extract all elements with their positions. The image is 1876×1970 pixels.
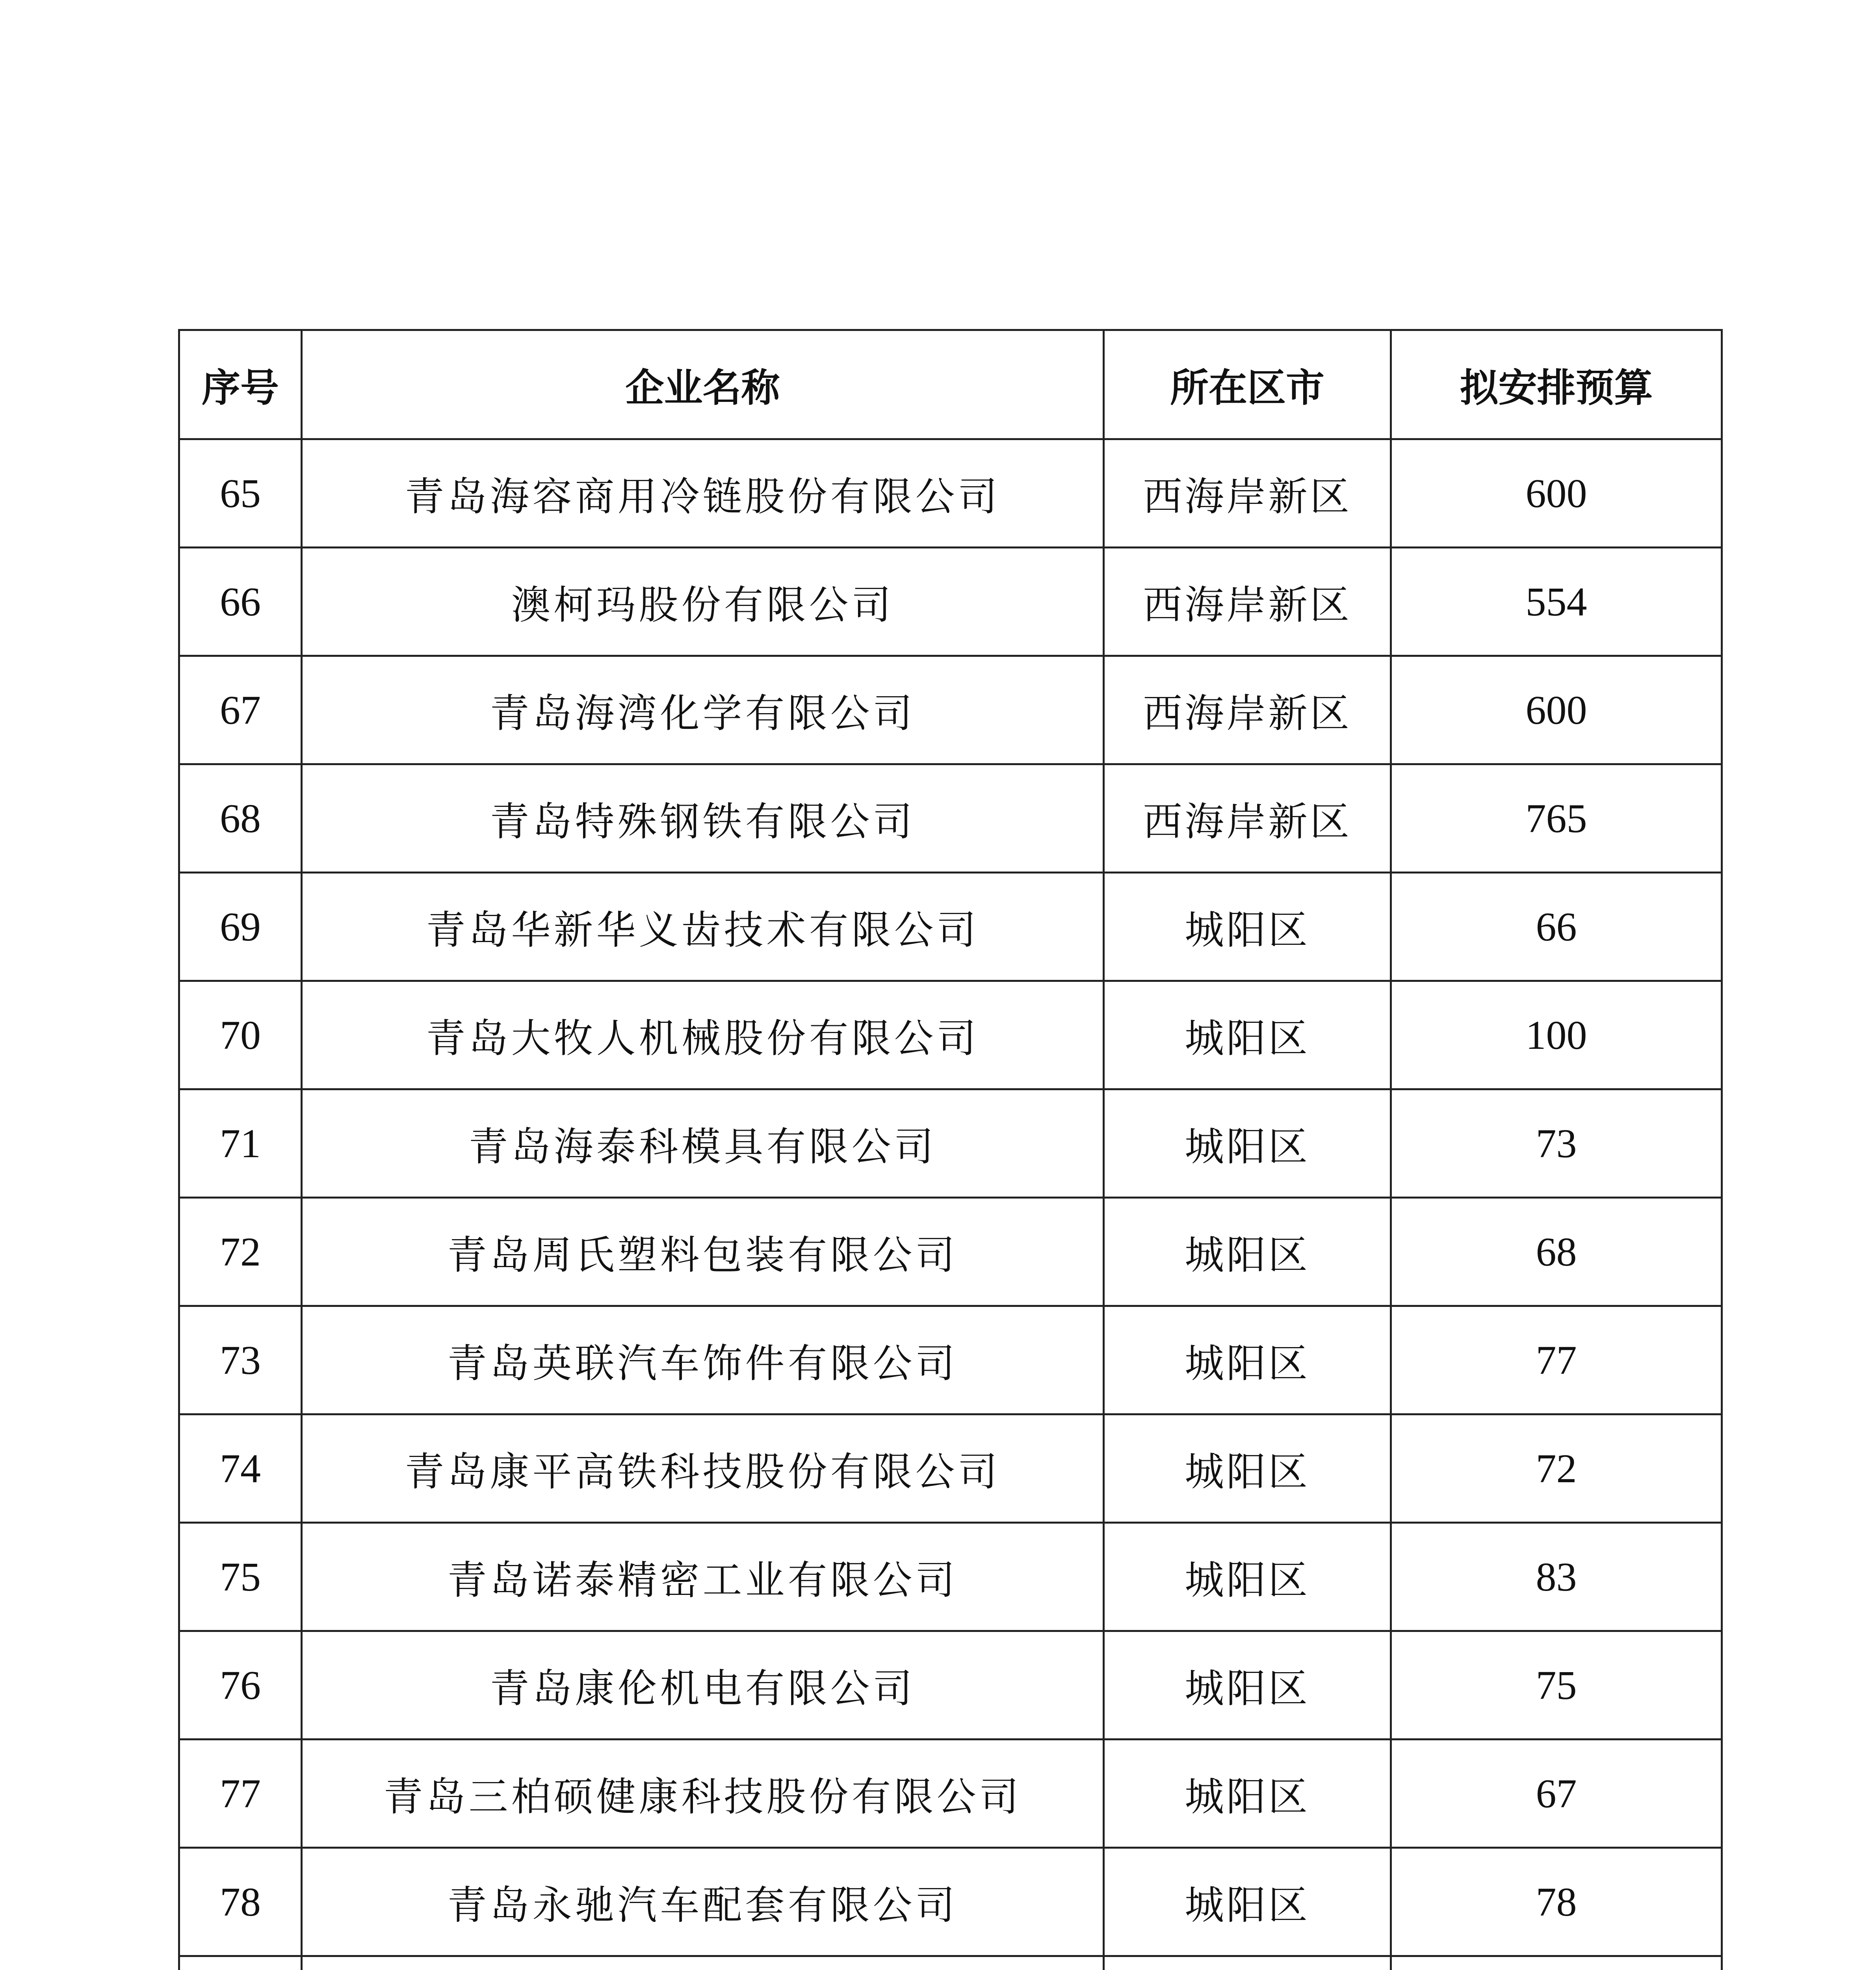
table-row xyxy=(179,1198,1722,1306)
row-seq: 76 xyxy=(179,1631,302,1740)
table-row xyxy=(179,1306,1722,1414)
row-company-name xyxy=(302,1956,1104,1970)
row-region: 城阳区 xyxy=(1104,981,1391,1089)
table-row xyxy=(179,1740,1722,1848)
row-company-name: 青岛永驰汽车配套有限公司 xyxy=(302,1848,1104,1956)
row-region: 西海岸新区 xyxy=(1104,548,1391,656)
row-seq: 66 xyxy=(179,548,302,656)
row-region: 城阳区 xyxy=(1104,1198,1391,1306)
row-company-name: 青岛康平高铁科技股份有限公司 xyxy=(302,1414,1104,1523)
row-budget: 72 xyxy=(1391,1414,1722,1523)
row-seq: 75 xyxy=(179,1523,302,1631)
table-row xyxy=(179,1523,1722,1631)
row-company-name: 青岛特殊钢铁有限公司 xyxy=(302,764,1104,873)
row-budget: 600 xyxy=(1391,656,1722,764)
row-company-name: 青岛诺泰精密工业有限公司 xyxy=(302,1523,1104,1631)
row-company-name: 青岛三柏硕健康科技股份有限公司 xyxy=(302,1740,1104,1848)
row-company-name: 青岛英联汽车饰件有限公司 xyxy=(302,1306,1104,1414)
header-name: 企业名称 xyxy=(302,330,1104,439)
row-seq: 65 xyxy=(179,439,302,548)
row-region: 城阳区 xyxy=(1104,1089,1391,1198)
table-row xyxy=(179,1848,1722,1956)
table-row xyxy=(179,656,1722,764)
row-region: 西海岸新区 xyxy=(1104,656,1391,764)
row-budget: 100 xyxy=(1391,981,1722,1089)
table-body xyxy=(179,439,1722,1970)
header-budget: 拟安排预算 xyxy=(1391,330,1722,439)
header-seq: 序号 xyxy=(179,330,302,439)
table-row xyxy=(179,439,1722,548)
row-budget xyxy=(1391,1956,1722,1970)
row-budget: 78 xyxy=(1391,1848,1722,1956)
table-row xyxy=(179,981,1722,1089)
row-company-name: 青岛海容商用冷链股份有限公司 xyxy=(302,439,1104,548)
row-seq: 77 xyxy=(179,1740,302,1848)
row-seq: 70 xyxy=(179,981,302,1089)
row-budget: 600 xyxy=(1391,439,1722,548)
table-row xyxy=(179,873,1722,981)
row-company-name: 青岛大牧人机械股份有限公司 xyxy=(302,981,1104,1089)
row-seq: 72 xyxy=(179,1198,302,1306)
row-region: 城阳区 xyxy=(1104,1848,1391,1956)
row-region: 城阳区 xyxy=(1104,1523,1391,1631)
row-budget: 554 xyxy=(1391,548,1722,656)
row-region: 城阳区 xyxy=(1104,1740,1391,1848)
row-seq: 67 xyxy=(179,656,302,764)
row-company-name: 青岛周氏塑料包装有限公司 xyxy=(302,1198,1104,1306)
row-region: 城阳区 xyxy=(1104,873,1391,981)
row-budget: 68 xyxy=(1391,1198,1722,1306)
table-row xyxy=(179,1414,1722,1523)
row-company-name: 青岛康伦机电有限公司 xyxy=(302,1631,1104,1740)
table-row xyxy=(179,1956,1722,1970)
row-seq: 73 xyxy=(179,1306,302,1414)
row-company-name: 澳柯玛股份有限公司 xyxy=(302,548,1104,656)
row-budget: 66 xyxy=(1391,873,1722,981)
row-seq: 69 xyxy=(179,873,302,981)
table-row xyxy=(179,1631,1722,1740)
row-seq xyxy=(179,1956,302,1970)
row-company-name: 青岛海泰科模具有限公司 xyxy=(302,1089,1104,1198)
row-company-name: 青岛华新华义齿技术有限公司 xyxy=(302,873,1104,981)
table-row xyxy=(179,1089,1722,1198)
row-region: 西海岸新区 xyxy=(1104,439,1391,548)
budget-table xyxy=(178,329,1723,1970)
row-seq: 68 xyxy=(179,764,302,873)
row-budget: 67 xyxy=(1391,1740,1722,1848)
row-region: 城阳区 xyxy=(1104,1306,1391,1414)
row-seq: 74 xyxy=(179,1414,302,1523)
row-seq: 71 xyxy=(179,1089,302,1198)
row-region: 西海岸新区 xyxy=(1104,764,1391,873)
row-seq: 78 xyxy=(179,1848,302,1956)
header-region: 所在区市 xyxy=(1104,330,1391,439)
row-region: 城阳区 xyxy=(1104,1631,1391,1740)
table-row xyxy=(179,764,1722,873)
row-region xyxy=(1104,1956,1391,1970)
row-budget: 73 xyxy=(1391,1089,1722,1198)
row-budget: 77 xyxy=(1391,1306,1722,1414)
table-row xyxy=(179,548,1722,656)
row-budget: 765 xyxy=(1391,764,1722,873)
row-budget: 83 xyxy=(1391,1523,1722,1631)
row-region: 城阳区 xyxy=(1104,1414,1391,1523)
row-company-name: 青岛海湾化学有限公司 xyxy=(302,656,1104,764)
row-budget: 75 xyxy=(1391,1631,1722,1740)
table-header-row xyxy=(179,330,1722,439)
